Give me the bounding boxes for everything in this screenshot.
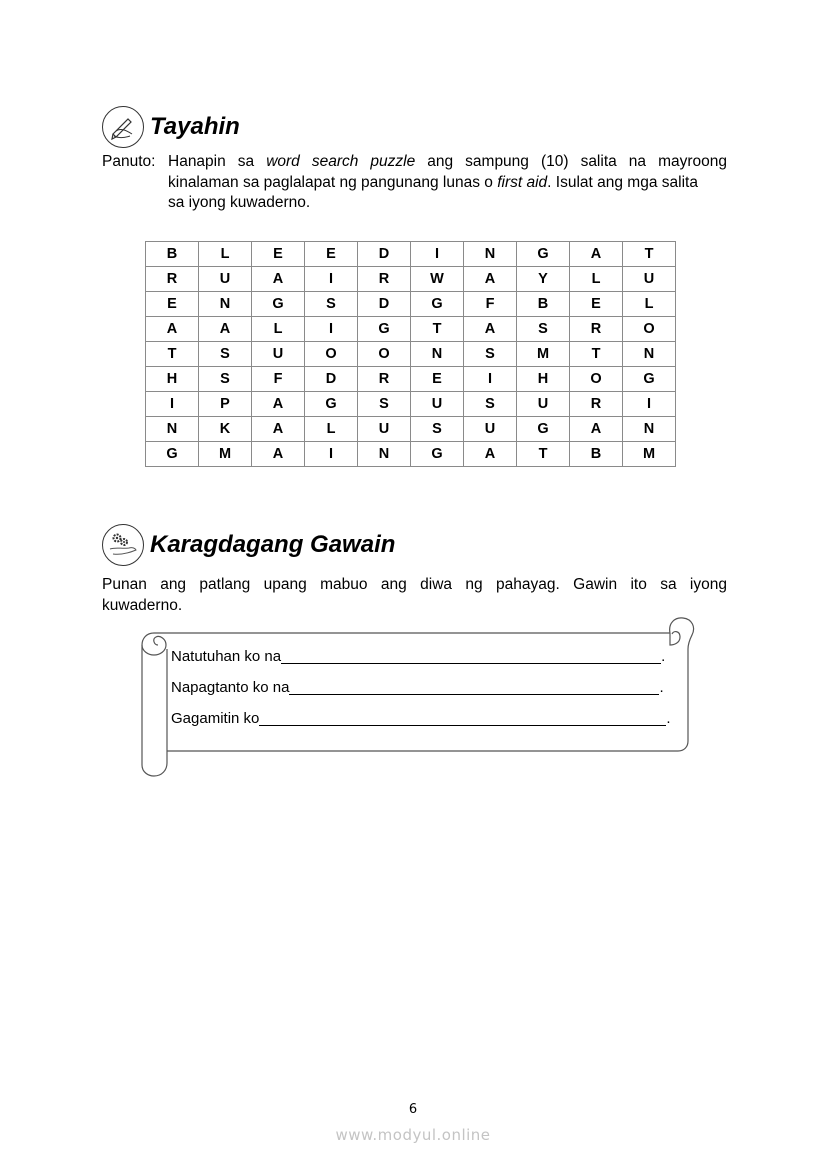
grid-cell[interactable]: K [199, 417, 252, 442]
grid-cell[interactable]: A [252, 442, 305, 467]
grid-cell[interactable]: L [199, 242, 252, 267]
text: kinalaman sa paglalapat ng pangunang lunas o [168, 173, 498, 191]
grid-cell[interactable]: U [199, 267, 252, 292]
grid-cell[interactable]: L [570, 267, 623, 292]
grid-cell[interactable]: T [146, 342, 199, 367]
tayahin-instructions [102, 152, 727, 214]
grid-row [146, 417, 676, 442]
period: . [659, 679, 664, 696]
prompt-row-2 [171, 679, 671, 710]
grid-cell[interactable]: E [411, 367, 464, 392]
grid-cell[interactable]: N [464, 242, 517, 267]
grid-cell[interactable]: L [305, 417, 358, 442]
grid-cell[interactable]: B [570, 442, 623, 467]
period: . [661, 648, 666, 665]
page-number: 6 [408, 1102, 418, 1117]
karagdagan-header [102, 524, 395, 566]
grid-cell[interactable]: A [252, 267, 305, 292]
grid-cell[interactable]: N [358, 442, 411, 467]
text: ang sampung (10) salita na mayroong [415, 153, 727, 170]
grid-cell[interactable]: E [570, 292, 623, 317]
grid-cell[interactable]: R [146, 267, 199, 292]
grid-cell[interactable]: N [623, 342, 676, 367]
grid-cell[interactable]: O [358, 342, 411, 367]
grid-cell[interactable]: O [623, 317, 676, 342]
grid-cell[interactable]: P [199, 392, 252, 417]
grid-cell[interactable]: S [411, 417, 464, 442]
grid-cell[interactable]: A [199, 317, 252, 342]
grid-cell[interactable]: D [305, 367, 358, 392]
grid-row [146, 367, 676, 392]
grid-cell[interactable]: I [305, 267, 358, 292]
answer-blank[interactable] [289, 679, 659, 695]
grid-cell[interactable]: D [358, 292, 411, 317]
instructions-line-3: sa iyong kuwaderno. [168, 194, 311, 211]
grid-row [146, 242, 676, 267]
prompt-row-3 [171, 710, 671, 741]
word-search-grid [145, 241, 676, 467]
grid-cell[interactable]: R [570, 317, 623, 342]
grid-cell[interactable]: G [146, 442, 199, 467]
grid-cell[interactable]: R [358, 267, 411, 292]
grid-cell[interactable]: D [358, 242, 411, 267]
grid-cell[interactable]: U [411, 392, 464, 417]
grid-cell[interactable]: N [146, 417, 199, 442]
grid-cell[interactable]: T [570, 342, 623, 367]
watermark: www.modyul.online [335, 1126, 491, 1144]
text-italic: word search puzzle [266, 153, 416, 170]
grid-cell[interactable]: A [464, 317, 517, 342]
grid-cell[interactable]: R [358, 367, 411, 392]
grid-cell[interactable]: L [252, 317, 305, 342]
grid-cell[interactable]: S [305, 292, 358, 317]
grid-cell[interactable]: U [464, 417, 517, 442]
prompt-label: Napagtanto ko na [171, 679, 290, 696]
grid-cell[interactable]: G [517, 242, 570, 267]
grid-cell[interactable]: T [411, 317, 464, 342]
grid-cell[interactable]: N [199, 292, 252, 317]
grid-cell[interactable]: I [305, 442, 358, 467]
grid-cell[interactable]: S [464, 342, 517, 367]
grid-cell[interactable]: B [517, 292, 570, 317]
instructions-line-1 [168, 152, 727, 173]
grid-cell[interactable]: G [517, 417, 570, 442]
grid-cell[interactable]: A [464, 267, 517, 292]
text: Hanapin sa [168, 153, 267, 170]
text: . Isulat ang mga salita [547, 173, 698, 191]
grid-cell[interactable]: G [252, 292, 305, 317]
grid-cell[interactable]: G [411, 442, 464, 467]
grid-cell[interactable]: G [623, 367, 676, 392]
grid-cell[interactable]: A [252, 417, 305, 442]
grid-cell[interactable]: I [464, 367, 517, 392]
grid-cell[interactable]: O [305, 342, 358, 367]
grid-cell[interactable]: A [570, 242, 623, 267]
grid-cell[interactable]: T [623, 242, 676, 267]
grid-cell[interactable]: H [146, 367, 199, 392]
grid-cell[interactable]: E [305, 242, 358, 267]
grid-cell[interactable]: B [146, 242, 199, 267]
grid-cell[interactable]: O [570, 367, 623, 392]
grid-cell[interactable]: N [623, 417, 676, 442]
prompt-row-1 [171, 648, 671, 679]
fill-in-lines [171, 648, 671, 741]
gears-on-hand-icon [102, 524, 144, 566]
grid-cell[interactable]: G [411, 292, 464, 317]
grid-cell[interactable]: W [411, 267, 464, 292]
grid-cell[interactable]: S [199, 342, 252, 367]
grid-cell[interactable]: G [305, 392, 358, 417]
grid-cell[interactable]: S [517, 317, 570, 342]
grid-cell[interactable]: I [305, 317, 358, 342]
grid-cell[interactable]: I [623, 392, 676, 417]
grid-row [146, 342, 676, 367]
grid-cell[interactable]: E [252, 242, 305, 267]
answer-blank[interactable] [281, 648, 661, 664]
grid-cell[interactable]: G [358, 317, 411, 342]
text-italic: first aid [497, 173, 548, 191]
grid-cell[interactable]: M [199, 442, 252, 467]
grid-cell[interactable]: U [517, 392, 570, 417]
grid-cell[interactable]: I [411, 242, 464, 267]
grid-cell[interactable]: I [146, 392, 199, 417]
grid-cell[interactable]: S [199, 367, 252, 392]
grid-row [146, 442, 676, 467]
grid-cell[interactable]: A [464, 442, 517, 467]
instructions-line-2: kuwaderno. [102, 596, 183, 614]
grid-cell[interactable]: F [464, 292, 517, 317]
grid-cell[interactable]: Y [517, 267, 570, 292]
grid-cell[interactable]: A [146, 317, 199, 342]
grid-cell[interactable]: A [252, 392, 305, 417]
instructions-label: Panuto: [102, 153, 156, 170]
tayahin-header [102, 106, 240, 148]
grid-row [146, 392, 676, 417]
prompt-label: Gagamitin ko [171, 710, 260, 727]
instructions-line-1: Punan ang patlang upang mabuo ang diwa ng pahayag. Gawin ito sa iyong [102, 576, 727, 593]
grid-cell[interactable]: U [252, 342, 305, 367]
grid-cell[interactable]: A [570, 417, 623, 442]
period: . [666, 710, 671, 727]
prompt-label: Natutuhan ko na [171, 648, 282, 665]
grid-cell[interactable]: H [517, 367, 570, 392]
hand-writing-pen-icon [102, 106, 144, 148]
grid-cell[interactable]: F [252, 367, 305, 392]
grid-row [146, 292, 676, 317]
grid-row [146, 267, 676, 292]
instructions-line-2 [168, 173, 727, 194]
grid-cell[interactable]: M [623, 442, 676, 467]
answer-blank[interactable] [259, 710, 666, 726]
grid-cell[interactable]: S [358, 392, 411, 417]
grid-cell[interactable]: N [411, 342, 464, 367]
grid-cell[interactable]: U [358, 417, 411, 442]
grid-cell[interactable]: M [517, 342, 570, 367]
grid-cell[interactable]: S [464, 392, 517, 417]
karagdagan-instructions [102, 575, 727, 616]
grid-row [146, 317, 676, 342]
grid-cell[interactable]: U [623, 267, 676, 292]
section-title-karagdagan: Karagdagang Gawain [150, 531, 396, 558]
grid-cell[interactable]: T [517, 442, 570, 467]
grid-cell[interactable]: E [146, 292, 199, 317]
section-title-tayahin: Tayahin [150, 113, 240, 140]
grid-cell[interactable]: R [570, 392, 623, 417]
grid-cell[interactable]: L [623, 292, 676, 317]
